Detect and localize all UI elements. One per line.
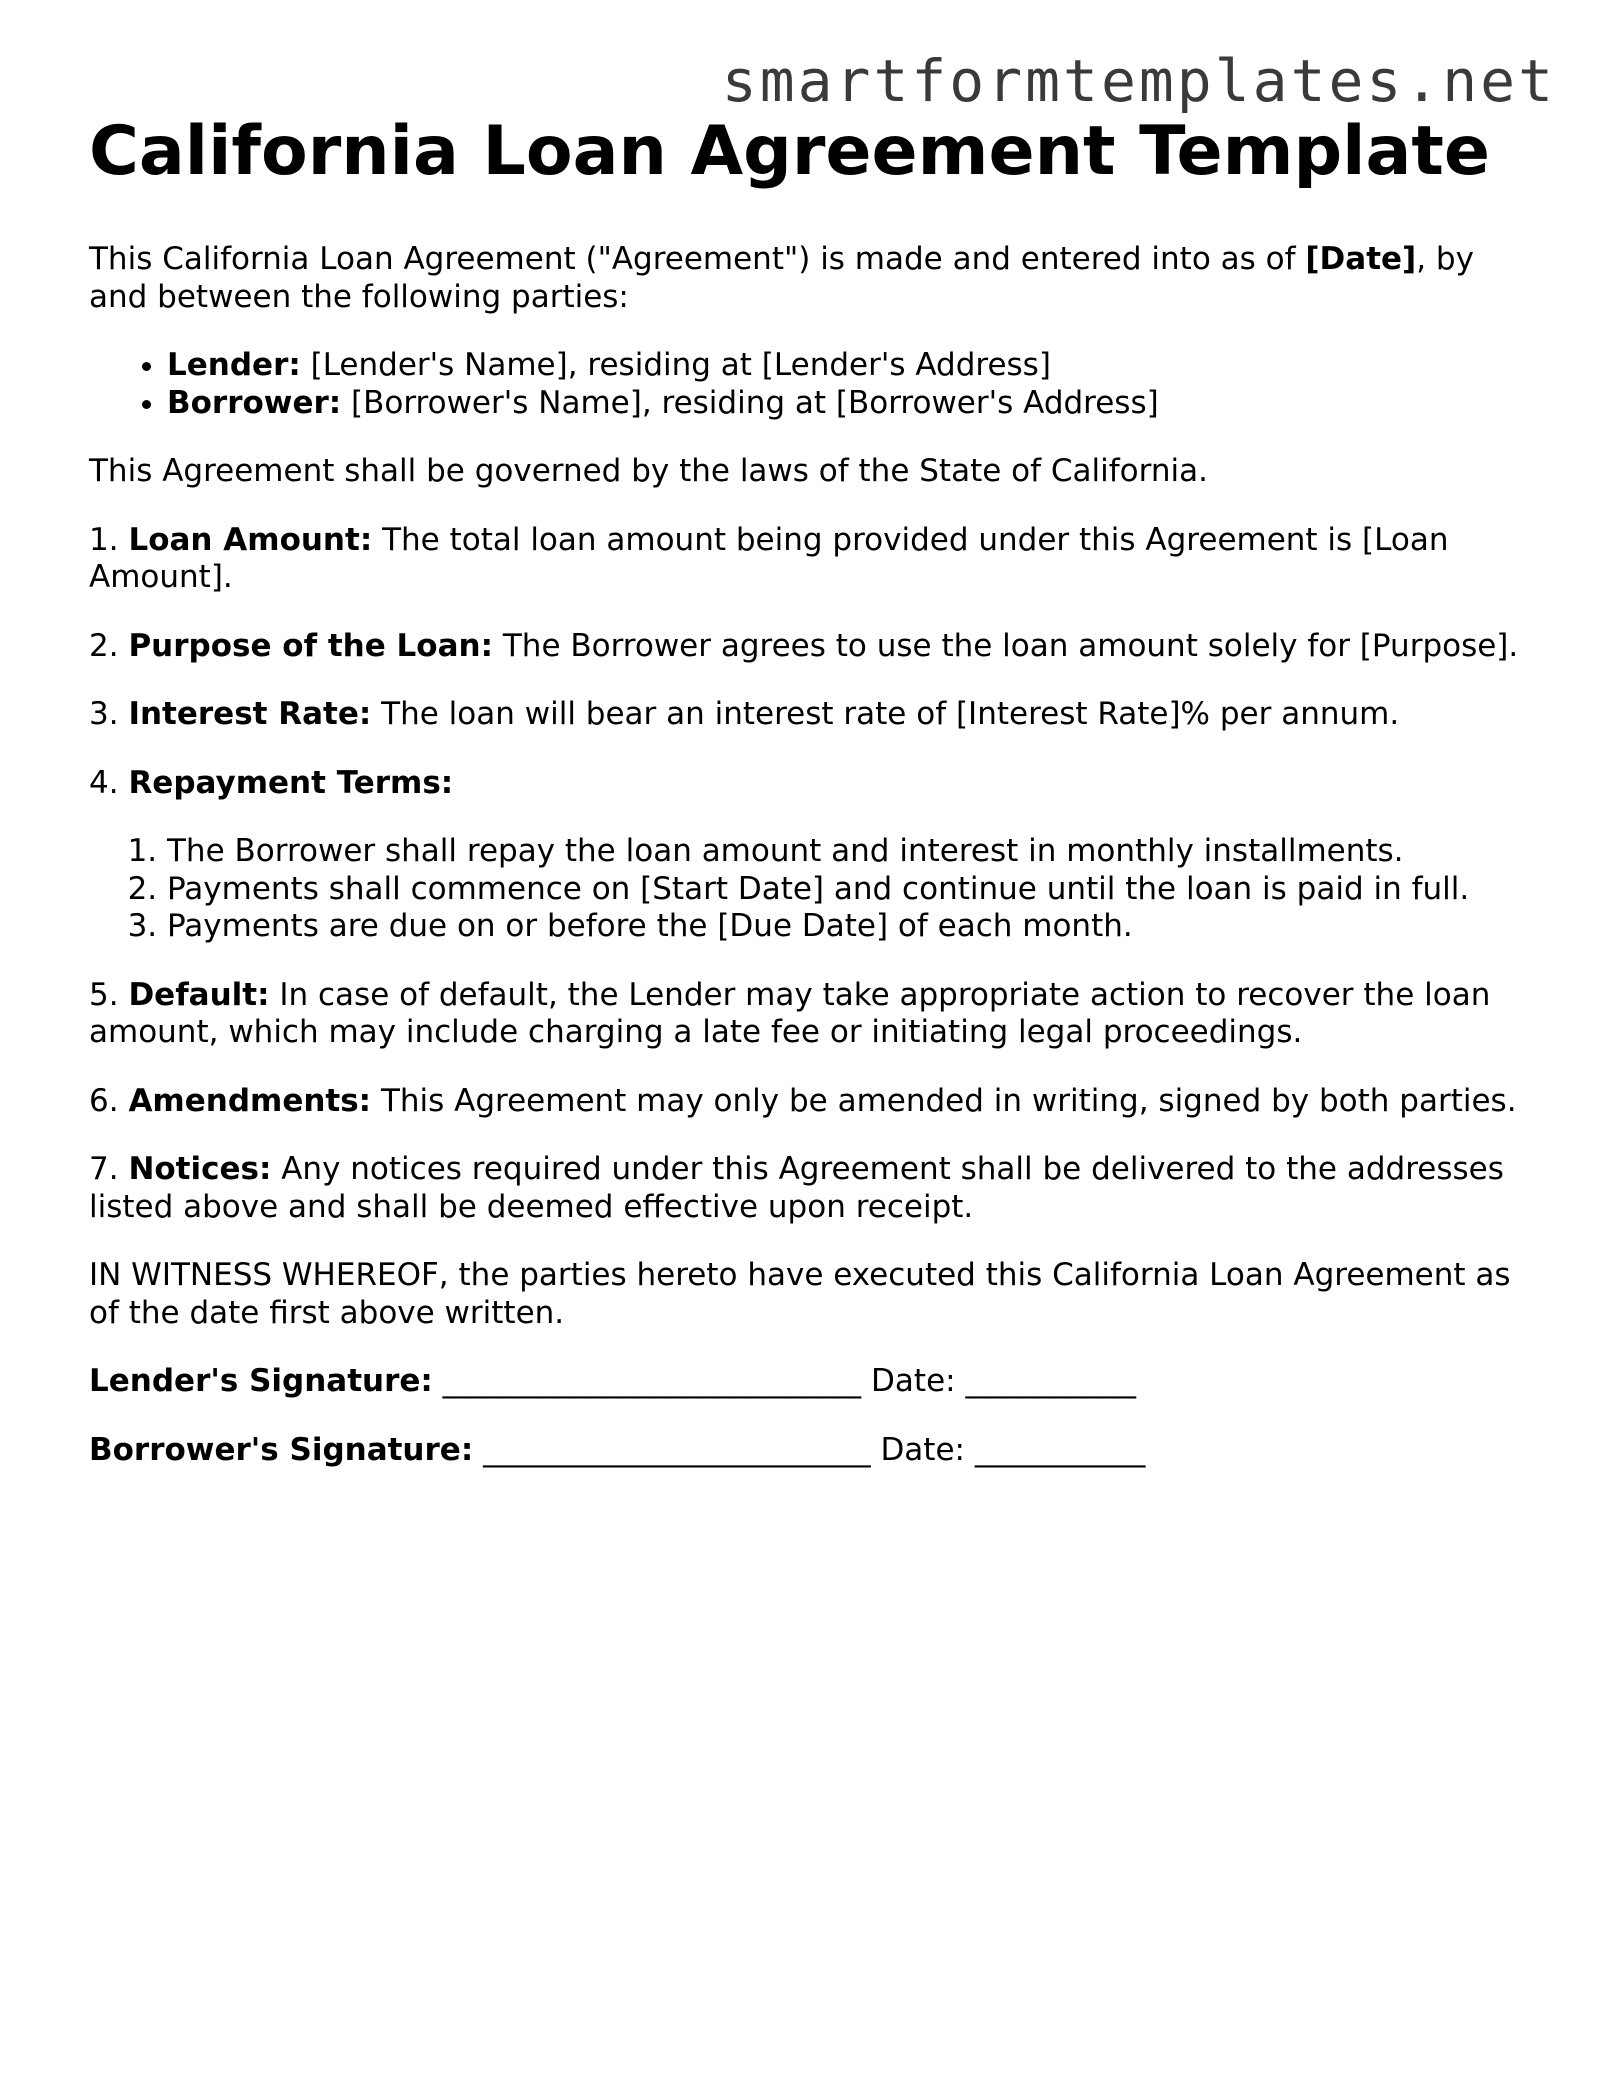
intro-date-placeholder: [Date] [1305,241,1417,277]
section-text: This Agreement may only be amended in writing, signed by both parties. [371,1082,1517,1119]
document-title: California Loan Agreement Template [89,112,1491,191]
parties-list [89,347,1529,422]
section-label: Repayment Terms: [128,764,454,801]
signature-blank: _________________________ [473,1431,881,1468]
section-repayment-terms [89,765,1529,803]
governing-law-paragraph: This Agreement shall be governed by the laws of the State of California. [89,453,1208,489]
signature-label: Borrower's Signature: [89,1431,474,1468]
section-text: The Borrower agrees to use the loan amount solely for [Purpose]. [493,627,1519,664]
section-amendments [89,1083,1529,1121]
signature-blank: ___________________________ [432,1363,872,1399]
section-default [89,977,1529,1052]
section-notices [89,1151,1529,1226]
party-label: Lender: [167,347,301,383]
date-blank: ___________ [964,1431,1146,1468]
intro-text: This California Loan Agreement ("Agreement") is made and entered into as of [89,241,1306,277]
date-label: Date: [871,1363,956,1399]
section-number: 7. [89,1151,129,1187]
document-body [89,112,1529,1469]
section-label: Loan Amount: [128,521,373,558]
party-item-borrower [167,385,1529,423]
section-text: The loan will bear an interest rate of [Interest Rate]% per annum. [371,696,1400,732]
section-number: 5. [89,976,129,1013]
lender-signature-line [89,1363,1529,1401]
watermark: smartformtemplates.net [721,47,1556,115]
date-label: Date: [880,1431,965,1468]
section-label: Purpose of the Loan: [128,627,493,664]
section-interest-rate [89,696,1529,734]
section-label: Default: [128,976,270,1013]
repayment-term-item: 2. Payments shall commence on [Start Date] and continue until the loan is paid in full. [167,871,1529,909]
section-number: 2. [89,627,129,664]
section-number: 3. [89,696,129,732]
intro-paragraph [89,241,1529,316]
party-text: [Borrower's Name], residing at [Borrower's Address] [341,384,1159,421]
section-loan-amount [89,522,1529,597]
signature-label: Lender's Signature: [89,1363,433,1399]
section-text: Any notices required under this Agreement shall be delivered to the addresses listed above and shall be deemed effective upon receipt. [89,1151,1504,1225]
party-text: [Lender's Name], residing at [Lender's Address] [300,347,1051,383]
section-number: 1. [89,521,129,558]
section-text: In case of default, the Lender may take appropriate action to recover the loan amount, which may include charging a late fee or initiating legal proceedings. [89,976,1491,1050]
date-blank: ___________ [955,1363,1136,1399]
section-purpose [89,628,1529,666]
borrower-signature-line [89,1432,1529,1470]
repayment-terms-list [89,833,1529,946]
section-text: The total loan amount being provided under this Agreement is [Loan Amount]. [89,521,1449,595]
witness-paragraph: IN WITNESS WHEREOF, the parties hereto have executed this California Loan Agreement as of the date first above written. [89,1257,1511,1331]
section-label: Amendments: [128,1082,372,1119]
section-label: Interest Rate: [128,696,372,732]
section-number: 4. [89,764,129,801]
party-item-lender [167,347,1529,385]
repayment-term-item: 3. Payments are due on or before the [Due Date] of each month. [167,908,1529,946]
section-number: 6. [89,1082,129,1119]
repayment-term-item: 1. The Borrower shall repay the loan amount and interest in monthly installments. [167,833,1529,871]
section-label: Notices: [128,1151,272,1187]
party-label: Borrower: [167,384,342,421]
intro-text-end: , by and between the following parties: [89,241,1474,315]
